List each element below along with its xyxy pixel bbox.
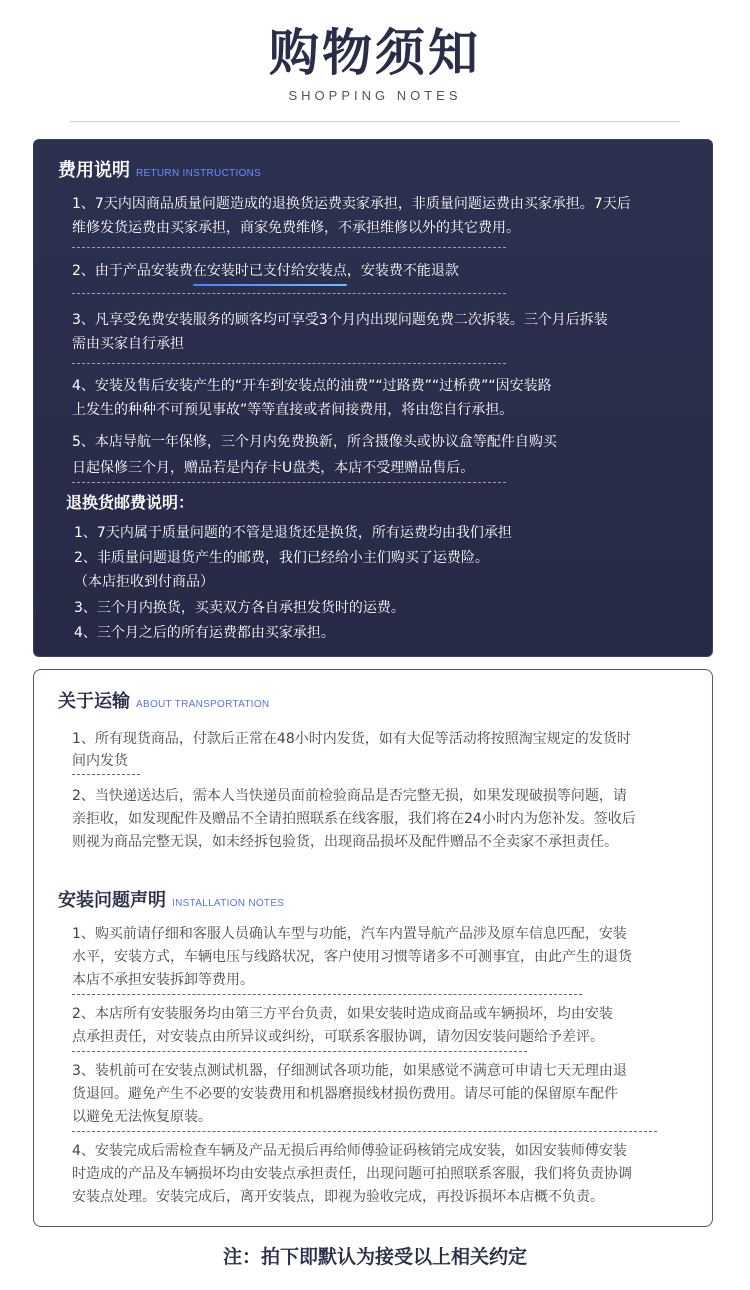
returns-item-2-note: （本店拒收到付商品） (74, 574, 214, 590)
page-title: 购物须知 (269, 24, 481, 82)
fees-title-en: RETURN INSTRUCTIONS (136, 168, 262, 179)
install-heading (58, 889, 284, 913)
transport-item-1-line-1: 1、所有现货商品，付款后正常在48小时内发货，如有大促等活动将按照淘宝规定的发货时 (72, 731, 631, 747)
transport-item-2-line-3: 则视为商品完整无误，如未经拆包验货，出现商品损坏及配件赠品不全卖家不承担责任。 (72, 834, 618, 850)
footer-note: 注：拍下即默认为接受以上相关约定 (222, 1246, 527, 1268)
fees-item-1-line-2: 维修发货运费由买家承担，商家免费维修，不承担维修以外的其它费用。 (72, 220, 520, 236)
page-header (0, 0, 750, 122)
install-title: 安装问题声明 (58, 890, 166, 911)
divider (72, 482, 506, 483)
fees-item-1-line-1: 1、7天内因商品质量问题造成的退换货运费卖家承担，非质量问题运费由买家承担。7天后 (72, 196, 631, 212)
install-item-4-line-1: 4、安装完成后需检查车辆及产品无损后再给师傅验证码核销完成安装，如因安装师傅安装 (72, 1143, 627, 1159)
fees-item-2-text-b: ，安装费不能退款 (346, 263, 459, 279)
fees-item-5-line-2: 日起保修三个月，赠品若是内存卡U盘类，本店不受理赠品售后。 (72, 460, 475, 476)
transport-item-1-line-2: 间内发货 (72, 753, 128, 769)
fees-panel (33, 139, 713, 657)
install-item-4-line-2: 时造成的产品及车辆损坏均由安装点承担责任，出现问题可拍照联系客服，我们将负责协调 (72, 1166, 632, 1182)
returns-item-2: 2、非质量问题退货产生的邮费，我们已经给小主们购买了运费险。 (74, 550, 489, 566)
fees-item-3-line-1: 3、凡享受免费安装服务的顾客均可享受3个月内出现问题免费二次拆装。三个月后拆装 (72, 312, 608, 328)
returns-item-3: 3、三个月内换货，买卖双方各自承担发货时的运费。 (74, 600, 405, 616)
divider (72, 1051, 527, 1052)
fees-item-2-text-a: 2、由于产品安装费 (72, 263, 193, 279)
fees-title: 费用说明 (58, 160, 130, 181)
fees-item-5-line-1: 5、本店导航一年保修，三个月内免费换新，所含摄像头或协议盒等配件自购买 (72, 434, 557, 450)
returns-item-1: 1、7天内属于质量问题的不管是退货还是换货，所有运费均由我们承担 (74, 525, 512, 541)
install-item-2-line-2: 点承担责任，对安装点由所异议或纠纷，可联系客服协调，请勿因安装问题给予差评。 (72, 1029, 604, 1045)
install-title-en: INSTALLATION NOTES (172, 898, 285, 909)
install-item-1-line-2: 水平，安装方式，车辆电压与线路状况，客户使用习惯等诸多不可测事宜，由此产生的退货 (72, 949, 632, 965)
install-item-1-line-3: 本店不承担安装拆卸等费用。 (72, 972, 254, 988)
divider (72, 363, 506, 364)
returns-heading (66, 491, 194, 515)
divider (72, 994, 582, 995)
transport-heading (58, 690, 269, 714)
install-item-3-line-1: 3、装机前可在安装点测试机器，仔细测试各项功能，如果感觉不满意可申请七天无理由退 (72, 1063, 627, 1079)
transport-title-en: ABOUT TRANSPORTATION (136, 699, 270, 710)
fees-item-4-line-2: 上发生的种种不可预见事故”等等直接或者间接费用，将由您自行承担。 (72, 402, 514, 418)
transport-title: 关于运输 (58, 691, 130, 712)
transport-item-2-line-1: 2、当快递送达后，需本人当快递员面前检验商品是否完整无损，如果发现破损等问题，请 (72, 788, 627, 804)
fees-item-2 (72, 259, 459, 283)
header-divider (70, 121, 680, 122)
install-item-3-line-3: 以避免无法恢复原装。 (72, 1109, 212, 1125)
install-item-2-line-1: 2、本店所有安装服务均由第三方平台负责，如果安装时造成商品或车辆损坏，均由安装 (72, 1006, 613, 1022)
fees-heading (58, 159, 261, 183)
install-item-1-line-1: 1、购买前请仔细和客服人员确认车型与功能，汽车内置导航产品涉及原车信息匹配，安装 (72, 926, 627, 942)
divider (72, 293, 506, 294)
install-item-3-line-2: 货退回。避免产生不必要的安装费用和机器磨损线材损伤费用。请尽可能的保留原车配件 (72, 1086, 618, 1102)
fees-item-4-line-1: 4、安装及售后安装产生的“开车到安装点的油费”“过路费”“过桥费”“因安装路 (72, 378, 552, 394)
transport-item-2-line-2: 亲拒收，如发现配件及赠品不全请拍照联系在线客服，我们将在24小时内为您补发。签收后 (72, 811, 636, 827)
divider (72, 774, 140, 775)
page-subtitle: SHOPPING NOTES (288, 88, 462, 103)
notes-panel (33, 669, 713, 1227)
returns-item-4: 4、三个月之后的所有运费都由买家承担。 (74, 625, 335, 641)
fees-item-2-highlight: 在安装时已支付给安装点 (193, 259, 347, 283)
divider (72, 247, 506, 248)
install-item-4-line-3: 安装点处理。安装完成后，离开安装点，即视为验收完成，再投诉损坏本店概不负责。 (72, 1189, 604, 1205)
fees-item-3-line-2: 需由买家自行承担 (72, 336, 184, 352)
divider (72, 1131, 657, 1132)
returns-title: 退换货邮费说明： (66, 493, 195, 512)
